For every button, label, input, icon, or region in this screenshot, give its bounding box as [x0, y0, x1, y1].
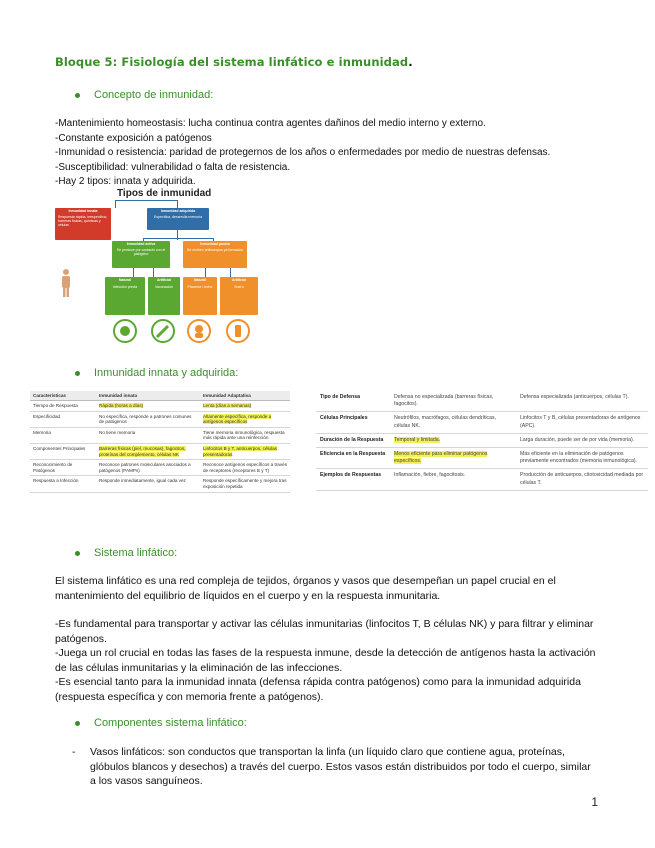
section-heading-componentes: Componentes sistema linfático:: [75, 717, 247, 729]
concept-line: -Inmunidad o resistencia: paridad de protegernos de los años o enfermedades por medio de nuestras defensas.: [55, 147, 551, 158]
mother-child-icon: [187, 319, 211, 343]
innate-box: Inmunidad innata Respuesta rápida, inespecífica; barreras físicas, químicas y células: [55, 208, 111, 240]
table-row: Células Principales Neutrófilos, macrófagos, células dendríticas, células NK. Linfocitos T y B, células presentadoras de antígenos (APC).: [316, 412, 648, 433]
natural-passive-box: Natural Placenta / leche: [183, 277, 217, 315]
bullet-icon: [75, 721, 80, 726]
paragraph: -Es esencial tanto para la inmunidad innata (defensa rápida contra patógenos) como para la inmunidad adquirida (respuesta específica y con memoria frente a patógenos).: [55, 676, 581, 703]
comparison-table-2: [316, 391, 648, 491]
bullet-icon: [75, 551, 80, 556]
paragraph: El sistema linfático es una red compleja de tejidos, órganos y vasos que desempeñan un papel crucial en el mantenimiento del equilibrio de líquidos en el cuerpo y en la respuesta inmunitaria.: [55, 575, 556, 602]
concept-line: -Susceptibilidad: vulnerabilidad o falta de resistencia.: [55, 161, 291, 173]
table-row: Componentes Principales Barreras físicas (piel, mucosas), fagocitos, proteínas del complemento, células NK Linfocitos B y T, anticuerpos, células presentadoras: [30, 443, 290, 459]
bullet-icon: [75, 371, 80, 376]
section-heading-innata-adquirida: Inmunidad innata y adquirida:: [75, 367, 238, 379]
artificial-passive-box: Artificial Suero: [220, 277, 258, 315]
table-row: Tiempo de Respuesta Rápida (horas a días) Lenta (días a semanas): [30, 401, 290, 412]
table-row: Reconocimiento de Patógenos Reconoce patrones moleculares asociados a patógenos (PAMPs) Reconoce antígenos específicos a través de receptores (receptores B y T): [30, 460, 290, 476]
bullet-icon: [75, 93, 80, 98]
syringe-icon: [151, 319, 175, 343]
comparison-table-1: [30, 391, 290, 493]
adaptive-box: Inmunidad adquirida Específica, desarrolla memoria: [147, 208, 209, 230]
section-heading-sistema-linfatico: Sistema linfático:: [75, 547, 177, 559]
concept-line: -Hay 2 tipos: innata y adquirida.: [55, 176, 196, 187]
table-header: Inmunidad Adaptativa: [200, 391, 290, 401]
active-immunity-box: Inmunidad activa Se produce por contacto con el patógeno: [112, 241, 170, 268]
table-row: Eficiencia en la Respuesta Menos eficiente para eliminar patógenos específicos. Más eficiente en la eliminación de patógenos previamente encontrados (memoria inmunológica).: [316, 448, 648, 469]
page-title: Bloque 5: Fisiología del sistema linfático e inmunidad.: [55, 55, 413, 69]
paragraph: -Juega un rol crucial en todas las fases de la respuesta inmune, desde la detección de antígenos hasta la activación de las células inmunitarias y la eliminación de las infecciones.: [55, 647, 596, 674]
artificial-active-box: Artificial Vacunación: [148, 277, 180, 315]
virus-icon: [113, 319, 137, 343]
paragraph: -Es fundamental para transportar y activar las células inmunitarias (linfocitos T, B células NK) y para filtrar y eliminar patógenos.: [55, 618, 594, 645]
passive-immunity-box: Inmunidad pasiva Se reciben anticuerpos ya formados: [183, 241, 247, 268]
natural-active-box: Natural Infección previa: [105, 277, 145, 315]
table-row: Tipo de Defensa Defensa no especializada (barreras físicas, fagocitos). Defensa especializada (anticuerpos, células T).: [316, 391, 648, 412]
concept-line: -Constante exposición a patógenos: [55, 132, 212, 144]
section-heading-concepto: Concepto de inmunidad:: [75, 89, 213, 101]
table-header: Características: [30, 391, 96, 401]
page-number: 1: [591, 795, 598, 809]
table-row: Respuesta a Infección Responde inmediatamente, igual cada vez Responde específicamente y mejora tras exposición repetida: [30, 476, 290, 492]
concept-list: [55, 117, 615, 190]
concept-line: -Mantenimiento homeostasis: lucha continua contra agentes dañinos del medio interno y externo.: [55, 118, 486, 129]
lymph-text: [55, 574, 600, 704]
human-figure-icon: [57, 268, 75, 298]
components-list: [72, 745, 592, 789]
table-row: Especificidad No específica, responde a patrones comunes de patógenos Altamente específica, responde a antígenos específicos: [30, 411, 290, 427]
list-item: - Vasos linfáticos: son conductos que transportan la linfa (un líquido claro que contiene agua, proteínas, glóbulos blancos y desechos) a través del cuerpo. Estos vasos están distribuidos por todo el cuerpo, similar a los vasos sanguíneos.: [72, 746, 591, 787]
table-row: Duración de la Respuesta Temporal y limitada. Larga duración, puede ser de por vida (memoria).: [316, 433, 648, 447]
table-row: Memoria No tiene memoria Tiene memoria inmunológica, respuesta más rápida ante una reinfección: [30, 427, 290, 443]
table-header: Inmunidad innata: [96, 391, 200, 401]
serum-icon: [226, 319, 250, 343]
table-row: Ejemplos de Respuestas Inflamación, fiebre, fagocitosis. Producción de anticuerpos, citotoxicidad mediada por células T.: [316, 469, 648, 490]
immunity-types-diagram: [55, 188, 295, 348]
diagram-title: Tipos de inmunidad: [117, 188, 212, 199]
